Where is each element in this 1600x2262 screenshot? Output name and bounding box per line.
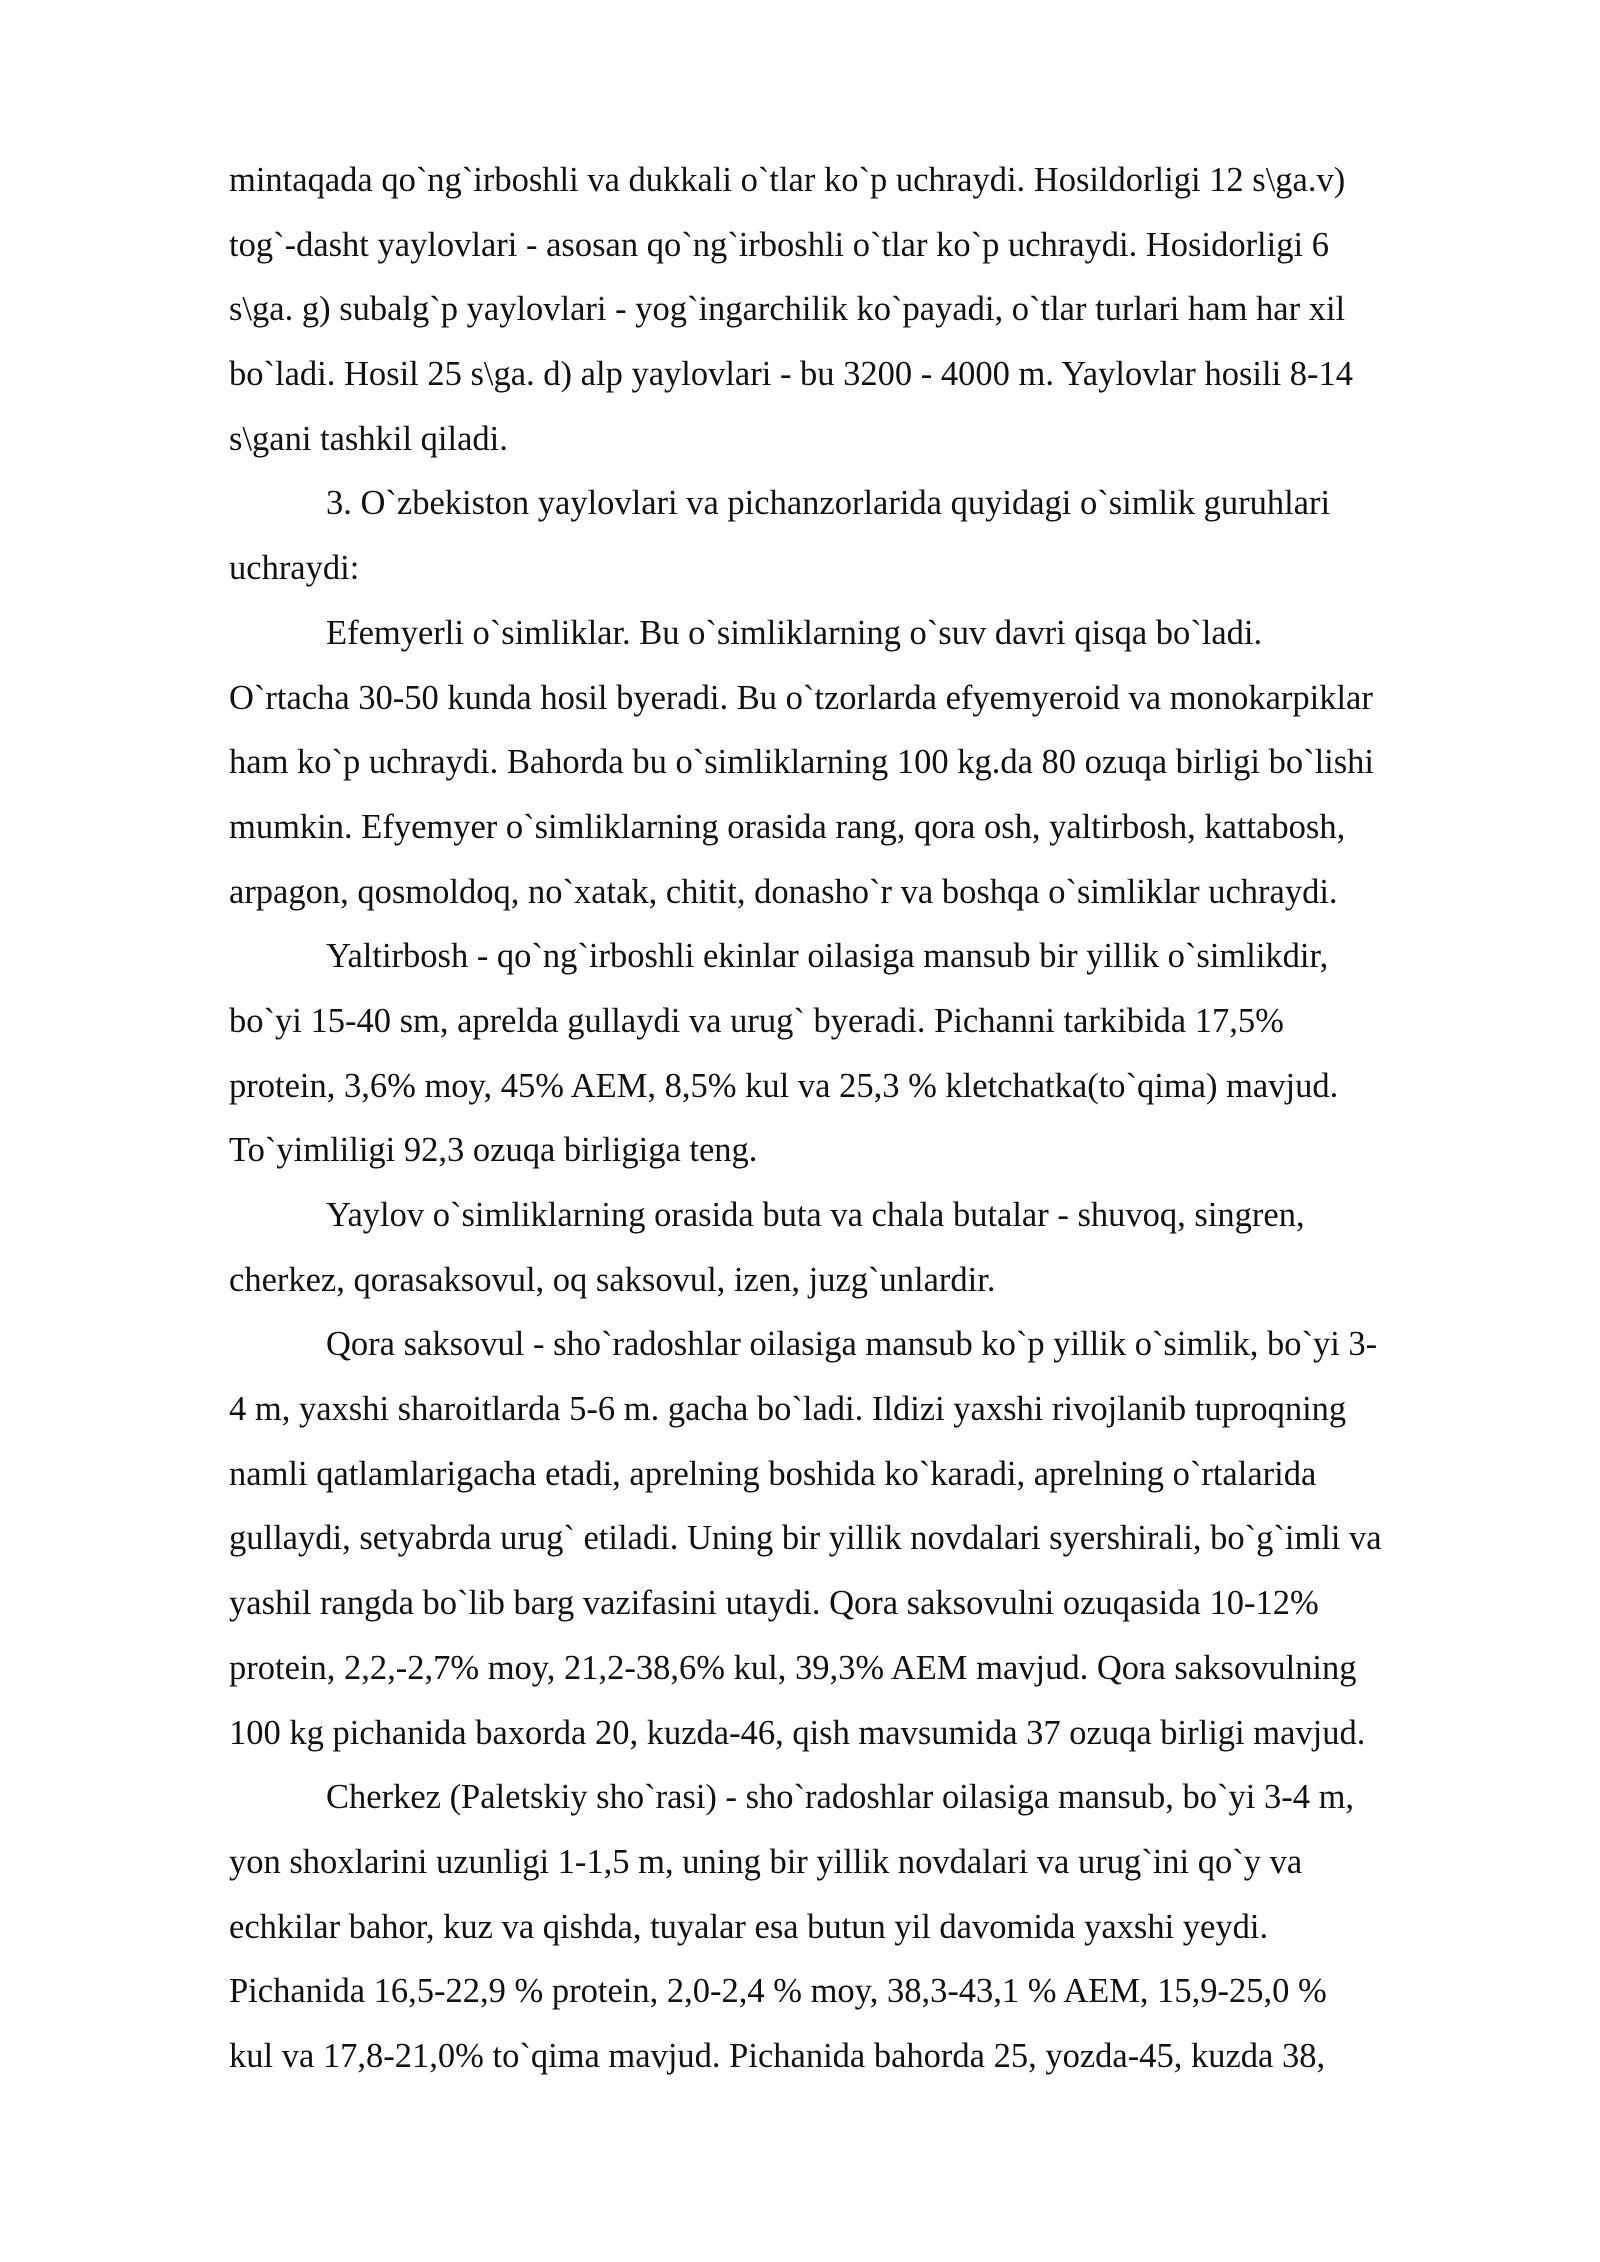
text-line: yon shoxlarini uzunligi 1-1,5 m, uning bir yillik novdalari va urug`ini qo`y va: [229, 1842, 1303, 1881]
text-line: s\ga. g) subalg`p yaylovlari - yog`ingarchilik ko`payadi, o`tlar turlari ham har xil: [229, 290, 1346, 329]
text-line: bo`yi 15-40 sm, aprelda gullaydi va urug` byeradi. Pichanni tarkibida 17,5%: [229, 1001, 1284, 1040]
text-line: protein, 2,2,-2,7% moy, 21,2-38,6% kul, 39,3% AEM mavjud. Qora saksovulning: [229, 1648, 1357, 1687]
text-line: yashil rangda bo`lib barg vazifasini utaydi. Qora saksovulni ozuqasida 10-12%: [229, 1584, 1319, 1623]
text-line: echkilar bahor, kuz va qishda, tuyalar esa butun yil davomida yaxshi yeydi.: [229, 1907, 1269, 1946]
text-line: cherkez, qorasaksovul, oq saksovul, izen, juzg`unlardir.: [229, 1260, 996, 1299]
text-line: kul va 17,8-21,0% to`qima mavjud. Pichanida bahorda 25, yozda-45, kuzda 38,: [229, 2036, 1326, 2075]
text-line: mintaqada qo`ng`irboshli va dukkali o`tlar ko`p uchraydi. Hosildorligi 12 s\ga.v): [229, 161, 1346, 199]
text-line: protein, 3,6% moy, 45% AEM, 8,5% kul va 25,3 % kletchatka(to`qima) mavjud.: [229, 1066, 1339, 1105]
paragraph-start: Yaltirbosh - qo`ng`irboshli ekinlar oilasiga mansub bir yillik o`simlikdir,: [326, 937, 1329, 976]
text-line: Pichanida 16,5-22,9 % protein, 2,0-2,4 % moy, 38,3-43,1 % AEM, 15,9-25,0 %: [229, 1972, 1327, 2011]
text-line: O`rtacha 30-50 kunda hosil byeradi. Bu o`tzorlarda efyemyeroid va monokarpiklar: [229, 678, 1373, 717]
text-line: uchraydi:: [229, 549, 360, 588]
paragraph-start: Cherkez (Paletskiy sho`rasi) - sho`radoshlar oilasiga mansub, bo`yi 3-4 m,: [326, 1778, 1355, 1817]
paragraph-start: Efemyerli o`simliklar. Bu o`simliklarning o`suv davri qisqa bo`ladi.: [326, 613, 1263, 652]
text-line: 4 m, yaxshi sharoitlarda 5-6 m. gacha bo`ladi. Ildizi yaxshi rivojlanib tuproqning: [229, 1390, 1347, 1429]
section-heading: 3. O`zbekiston yaylovlari va pichanzorlarida quyidagi o`simlik guruhlari: [326, 484, 1331, 523]
text-line: tog`-dasht yaylovlari - asosan qo`ng`irboshli o`tlar ko`p uchraydi. Hosidorligi 6: [229, 225, 1329, 264]
text-line: arpagon, qosmoldoq, no`xatak, chitit, donasho`r va boshqa o`simliklar uchraydi.: [229, 872, 1338, 911]
text-line: mumkin. Efyemyer o`simliklarning orasida rang, qora osh, yaltirbosh, kattabosh,: [229, 807, 1346, 846]
text-line: namli qatlamlarigacha etadi, aprelning boshida ko`karadi, aprelning o`rtalarida: [229, 1454, 1317, 1493]
text-line: s\gani tashkil qiladi.: [229, 419, 508, 458]
text-line: bo`ladi. Hosil 25 s\ga. d) alp yaylovlari - bu 3200 - 4000 m. Yaylovlar hosili 8-14: [229, 355, 1354, 394]
paragraph-start: Yaylov o`simliklarning orasida buta va chala butalar - shuvoq, singren,: [326, 1196, 1305, 1234]
text-line: gullaydi, setyabrda urug` etiladi. Uning bir yillik novdalari syershirali, bo`g`imli va: [229, 1519, 1382, 1558]
paragraph-start: Qora saksovul - sho`radoshlar oilasiga mansub ko`p yillik o`simlik, bo`yi 3-: [326, 1325, 1378, 1364]
text-line: ham ko`p uchraydi. Bahorda bu o`simliklarning 100 kg.da 80 ozuqa birligi bo`lishi: [229, 743, 1375, 782]
text-line: To`yimliligi 92,3 ozuqa birligiga teng.: [229, 1131, 758, 1170]
body-text: [229, 148, 1489, 2089]
text-line: 100 kg pichanida baxorda 20, kuzda-46, qish mavsumida 37 ozuqa birligi mavjud.: [229, 1713, 1366, 1752]
